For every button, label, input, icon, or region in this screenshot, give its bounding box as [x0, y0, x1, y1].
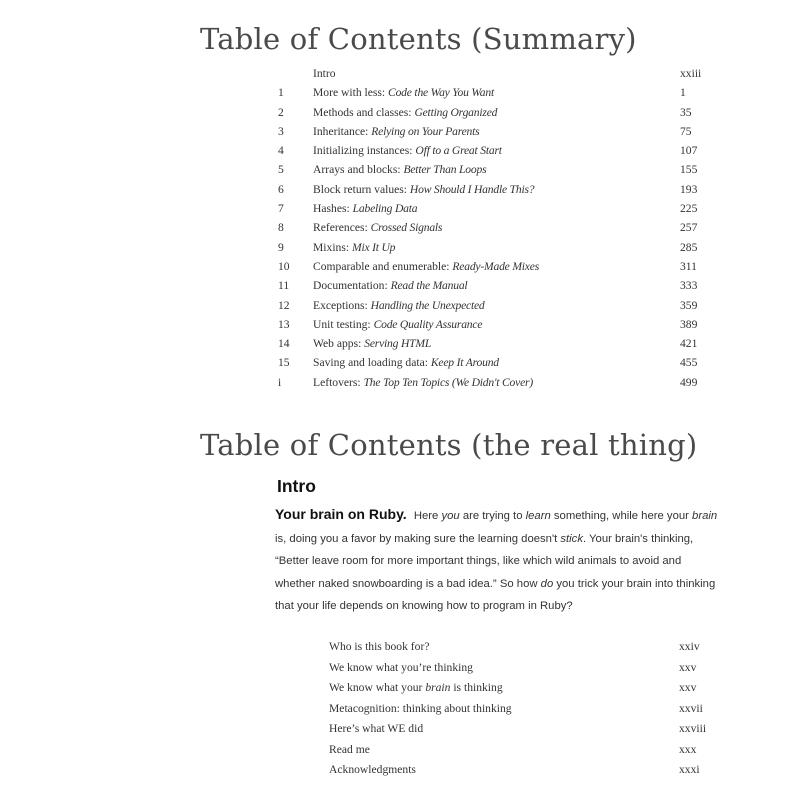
section-title: [329, 740, 370, 761]
chapter-label: References:: [313, 221, 368, 235]
chapter-subtitle: Mix It Up: [351, 240, 396, 254]
section-title: [329, 760, 416, 781]
page-number: 421: [680, 337, 698, 351]
chapter-title: [313, 276, 467, 295]
toc-row: [0, 678, 800, 699]
toc-row: [0, 257, 800, 276]
emphasis-text: brain: [692, 510, 718, 522]
section-text: Metacognition: thinking about thinking: [329, 701, 512, 715]
page-number: 225: [680, 202, 698, 216]
body-text: you trick your brain into thinking that your life depends on knowing how to program in Ruby?: [275, 577, 716, 613]
page-number: 389: [680, 317, 698, 331]
toc-row: [0, 122, 800, 141]
toc-row: [0, 760, 800, 781]
chapter-title: [313, 199, 417, 218]
page-number: 1: [680, 86, 686, 100]
chapter-label: Inheritance:: [313, 124, 369, 138]
toc-row: [0, 315, 800, 334]
chapter-number: 5: [278, 163, 284, 177]
chapter-subtitle: The Top Ten Topics (We Didn't Cover): [363, 375, 533, 389]
chapter-title: [313, 334, 431, 353]
body-text: . Your brain's thinking, “Better leave room for more important things, like which wild animals to avoid and whether naked snowboarding is a bad idea.” So how: [275, 532, 694, 590]
summary-title: Table of Contents (Summary): [200, 22, 637, 56]
page-number: 193: [680, 182, 698, 196]
body-text: something, while here your: [550, 510, 693, 522]
chapter-title: [313, 180, 534, 199]
section-text: We know what you’re thinking: [329, 660, 473, 674]
chapter-subtitle: Ready-Made Mixes: [452, 259, 540, 273]
page-number: xxv: [679, 660, 697, 674]
chapter-title: [313, 315, 482, 334]
section-text: Read me: [329, 742, 370, 756]
chapter-label: Exceptions:: [313, 298, 368, 312]
chapter-number: 11: [278, 279, 290, 293]
toc-row: [0, 296, 800, 315]
intro-paragraph: [275, 503, 720, 618]
toc-row: [0, 637, 800, 658]
chapter-title: [313, 83, 494, 102]
page-number: 333: [680, 279, 698, 293]
intro-section-list: [0, 637, 800, 781]
chapter-number: 6: [278, 182, 284, 196]
chapter-title: [313, 141, 502, 160]
chapter-number: 12: [278, 298, 290, 312]
chapter-subtitle: Keep It Around: [430, 356, 499, 370]
chapter-label: Hashes:: [313, 202, 350, 216]
chapter-title: [313, 64, 336, 83]
chapter-label: Intro: [313, 67, 336, 80]
chapter-number: 7: [278, 202, 284, 216]
section-title: [329, 658, 473, 679]
chapter-label: Documentation:: [313, 279, 388, 293]
chapter-number: 13: [278, 317, 290, 331]
intro-body: [275, 510, 717, 612]
chapter-number: 1: [278, 86, 284, 100]
chapter-number: 9: [278, 240, 284, 254]
toc-row: [0, 103, 800, 122]
toc-row: [0, 373, 800, 392]
chapter-title: [313, 218, 442, 237]
chapter-label: Comparable and enumerable:: [313, 259, 450, 273]
toc-row: [0, 160, 800, 179]
chapter-title: [313, 353, 499, 372]
chapter-label: Leftovers:: [313, 375, 361, 389]
chapter-title: [313, 373, 533, 392]
page-number: 257: [680, 221, 698, 235]
toc-row: [0, 199, 800, 218]
page-number: 359: [680, 298, 698, 312]
chapter-label: Unit testing:: [313, 317, 371, 331]
emphasis-text: stick: [560, 532, 583, 545]
chapter-title: [313, 122, 480, 141]
chapter-label: Methods and classes:: [313, 105, 412, 119]
body-text: Here: [413, 510, 442, 522]
page-number: xxviii: [679, 722, 707, 735]
emphasis-text: brain: [425, 681, 451, 694]
chapter-number: 3: [278, 124, 284, 138]
body-text: is, doing you a favor by making sure the learning doesn't: [275, 532, 561, 545]
page-number: 311: [680, 259, 697, 273]
chapter-subtitle: Better Than Loops: [403, 163, 487, 177]
section-title: [329, 678, 503, 699]
emphasis-text: learn: [525, 510, 551, 522]
toc-row: [0, 64, 800, 83]
chapter-title: [313, 257, 539, 276]
section-text: Who is this book for?: [329, 640, 430, 653]
real-toc-title: Table of Contents (the real thing): [200, 428, 698, 462]
chapter-subtitle: Handling the Unexpected: [370, 298, 485, 312]
chapter-title: [313, 160, 486, 179]
page-number: 455: [680, 356, 698, 370]
chapter-subtitle: Read the Manual: [390, 279, 468, 293]
chapter-subtitle: Off to a Great Start: [415, 144, 502, 158]
chapter-label: Saving and loading data:: [313, 356, 428, 370]
page-number: xxiii: [680, 67, 702, 80]
toc-row: [0, 83, 800, 102]
chapter-subtitle: Serving HTML: [364, 337, 432, 351]
chapter-number: 8: [278, 221, 284, 235]
toc-row: [0, 238, 800, 257]
section-title: [329, 637, 429, 658]
toc-row: [0, 658, 800, 679]
page-number: xxxi: [679, 763, 700, 776]
toc-row: [0, 334, 800, 353]
chapter-subtitle: How Should I Handle This?: [409, 182, 535, 196]
page-number: 75: [680, 124, 692, 138]
toc-row: [0, 699, 800, 720]
page-number: xxx: [679, 742, 697, 756]
chapter-label: More with less:: [313, 86, 386, 100]
chapter-number: 14: [278, 337, 290, 351]
chapter-number: 10: [278, 259, 290, 273]
section-text: is thinking: [450, 681, 503, 694]
section-text: We know what your: [329, 681, 426, 694]
section-title: [329, 699, 512, 720]
chapter-subtitle: Crossed Signals: [370, 221, 443, 235]
emphasis-text: you: [441, 510, 460, 522]
chapter-label: Arrays and blocks:: [313, 163, 401, 177]
page-number: 499: [680, 375, 698, 389]
toc-row: [0, 740, 800, 761]
toc-row: [0, 719, 800, 740]
chapter-number: i: [278, 375, 282, 389]
page-number: xxv: [679, 681, 697, 694]
chapter-label: Mixins:: [313, 240, 350, 254]
toc-row: [0, 141, 800, 160]
page-number: 285: [680, 240, 698, 254]
page-number: 155: [680, 163, 698, 177]
chapter-title: [313, 238, 395, 257]
chapter-subtitle: Code Quality Assurance: [373, 317, 483, 331]
page-number: 35: [680, 105, 692, 119]
section-text: Here’s what WE did: [329, 722, 424, 735]
chapter-label: Web apps:: [313, 337, 362, 351]
chapter-label: Block return values:: [313, 182, 408, 196]
chapter-subtitle: Labeling Data: [352, 202, 418, 216]
toc-row: [0, 353, 800, 372]
section-text: Acknowledgments: [329, 763, 416, 776]
toc-row: [0, 180, 800, 199]
chapter-number: 4: [278, 144, 284, 158]
chapter-subtitle: Getting Organized: [414, 105, 498, 119]
chapter-title: [313, 296, 485, 315]
intro-lead: Your brain on Ruby.: [275, 506, 407, 522]
section-title: [329, 719, 423, 740]
chapter-title: [313, 103, 497, 122]
emphasis-text: do: [540, 577, 554, 590]
toc-row: [0, 218, 800, 237]
page-number: xxvii: [679, 701, 703, 715]
toc-row: [0, 276, 800, 295]
summary-toc: [0, 64, 800, 392]
chapter-number: 2: [278, 105, 284, 119]
chapter-subtitle: Code the Way You Want: [388, 86, 494, 100]
page-number: 107: [680, 144, 698, 158]
intro-heading: Intro: [277, 476, 316, 496]
chapter-label: Initializing instances:: [313, 144, 413, 158]
body-text: are trying to: [459, 510, 526, 522]
page-number: xxiv: [679, 640, 700, 653]
chapter-subtitle: Relying on Your Parents: [371, 124, 480, 138]
chapter-number: 15: [278, 356, 290, 370]
